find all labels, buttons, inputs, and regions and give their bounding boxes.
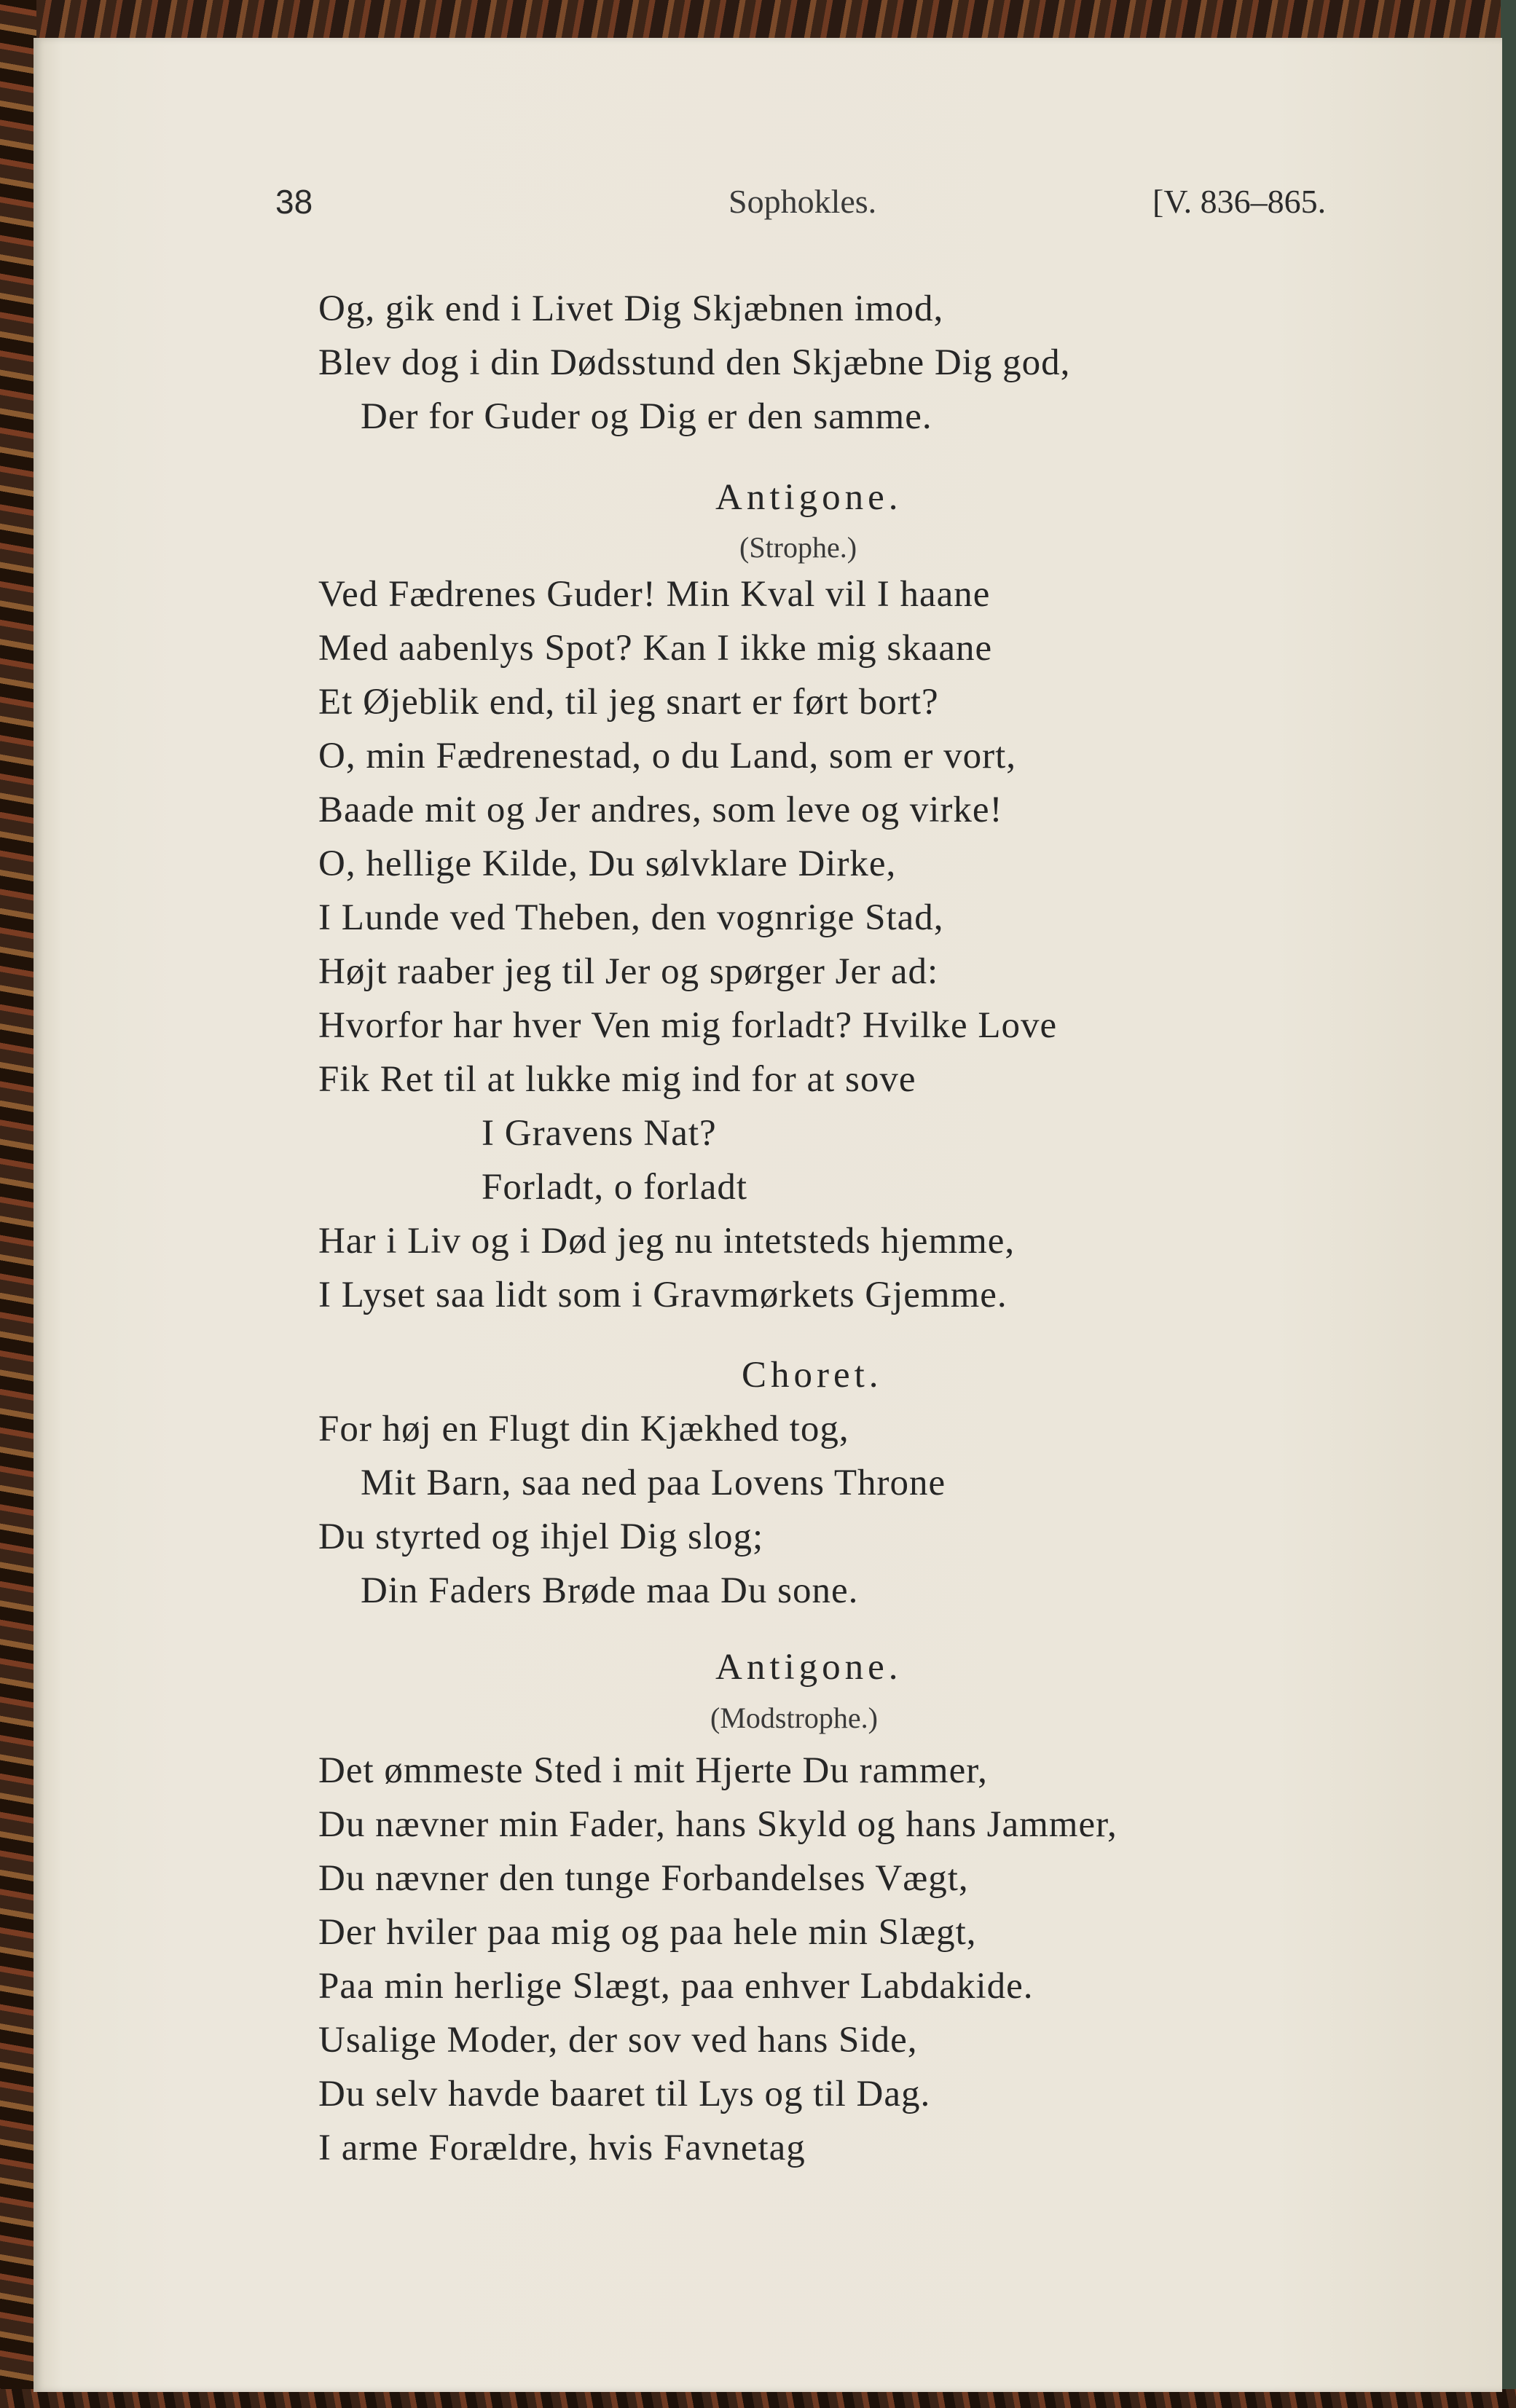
speaker-name: Antigone. — [715, 1647, 903, 1688]
verse-line: Du nævner min Fader, hans Skyld og hans Jammer, — [318, 1804, 1118, 1845]
verse-line: O, min Fædrenestad, o du Land, som er vort, — [318, 736, 1017, 776]
page-number: 38 — [275, 183, 313, 221]
verse-line: Du nævner den tunge Forbandelses Vægt, — [318, 1858, 969, 1899]
verse-line: I arme Forældre, hvis Favnetag — [318, 2128, 806, 2168]
verse-line: Med aabenlys Spot? Kan I ikke mig skaane — [318, 628, 993, 669]
verse-line: Fik Ret til at lukke mig ind for at sove — [318, 1059, 916, 1100]
verse-line: Et Øjeblik end, til jeg snart er ført bort? — [318, 682, 939, 723]
verse-line: Der hviler paa mig og paa hele min Slægt, — [318, 1912, 977, 1953]
running-title: Sophokles. — [728, 183, 877, 220]
verse-line: Du selv havde baaret til Lys og til Dag. — [318, 2074, 931, 2114]
verse-line: Forladt, o forladt — [482, 1167, 748, 1208]
stage-direction: (Strophe.) — [739, 531, 857, 564]
verse-line: Ved Fædrenes Guder! Min Kval vil I haane — [318, 574, 991, 615]
verse-line: I Lyset saa lidt som i Gravmørkets Gjemme. — [318, 1275, 1008, 1315]
verse-line: Baade mit og Jer andres, som leve og virke! — [318, 790, 1003, 830]
verse-line: Højt raaber jeg til Jer og spørger Jer ad: — [318, 951, 939, 992]
stage-direction: (Modstrophe.) — [710, 1701, 878, 1734]
verse-line: Det ømmeste Sted i mit Hjerte Du rammer, — [318, 1750, 988, 1791]
verse-line: Og, gik end i Livet Dig Skjæbnen imod, — [318, 288, 944, 329]
verse-line: For høj en Flugt din Kjækhed tog, — [318, 1409, 849, 1449]
verse-line: Hvorfor har hver Ven mig forladt? Hvilke Love — [318, 1005, 1058, 1046]
verse-line: I Gravens Nat? — [482, 1113, 717, 1154]
verse-line: Usalige Moder, der sov ved hans Side, — [318, 2020, 918, 2061]
speaker-name: Choret. — [742, 1355, 883, 1396]
speaker-name: Antigone. — [715, 477, 903, 518]
verse-line: Din Faders Brøde maa Du sone. — [361, 1570, 859, 1611]
verse-line: I Lunde ved Theben, den vognrige Stad, — [318, 897, 944, 938]
verse-line: Paa min herlige Slægt, paa enhver Labdakide. — [318, 1966, 1034, 2007]
verse-line: Der for Guder og Dig er den samme. — [361, 396, 932, 437]
verse-line: Du styrted og ihjel Dig slog; — [318, 1516, 764, 1557]
verse-line: Mit Barn, saa ned paa Lovens Throne — [361, 1463, 946, 1503]
verse-line: Har i Liv og i Død jeg nu intetsteds hjemme, — [318, 1221, 1016, 1262]
verse-line: Blev dog i din Dødsstund den Skjæbne Dig god, — [318, 342, 1071, 383]
verse-line: O, hellige Kilde, Du sølvklare Dirke, — [318, 843, 897, 884]
verse-range: [V. 836–865. — [1152, 183, 1327, 220]
